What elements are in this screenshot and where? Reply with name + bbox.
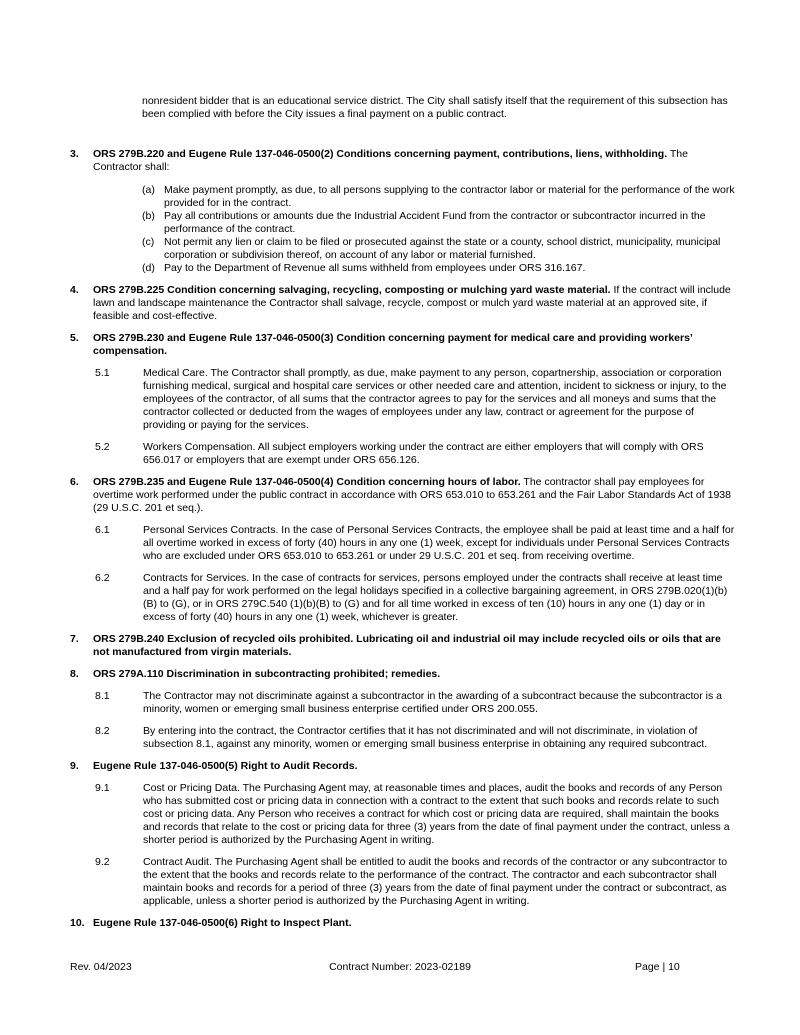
section-6-heading-row	[70, 476, 737, 515]
section-8	[70, 668, 737, 751]
subsection-8-1-text: The Contractor may not discriminate against a subcontractor in the awarding of a subcontract because the subcontractor is a minority, women or emerging small business enterprise certified under ORS 200.055.	[143, 690, 722, 715]
subsection-6-2-text: Contracts for Services. In the case of contracts for services, persons employed under the contracts shall receive at least time and a half pay for work performed on the legal holidays specified in a collective bargaining agreement, in ORS 279B.020(1)(b)(B) to (G), or in ORS 279C.540 (1)(b)(B) to (G) and for all time worked in excess of ten (10) hours in any one (1) day or in excess of forty (40) hours in any one (1) week, whichever is greater.	[143, 572, 728, 623]
section-4-heading-row	[70, 284, 737, 323]
subsection-5-2-text: Workers Compensation. All subject employers working under the contract are either employers that will comply with ORS 656.017 or employers that are exempt under ORS 656.126.	[143, 441, 704, 466]
section-3	[70, 148, 737, 275]
section-4-number: 4.	[70, 284, 79, 296]
list-text-c: Not permit any lien or claim to be filed or prosecuted against the state or a county, school district, municipality, municipal corporation or subdivision thereof, on account of any labor or material furnished.	[164, 236, 721, 261]
footer-page-number: Page | 10	[635, 961, 680, 973]
subsection-8-1-number: 8.1	[95, 690, 110, 702]
subsection-9-1-text: Cost or Pricing Data. The Purchasing Agent may, at reasonable times and places, audit the books and records of any Person who has submitted cost or pricing data in connection with a contract to the extent that such books and records relate to such cost or pricing data. Any Person who receives a contract for which cost or pricing data are required, shall maintain the books and records that relate to the cost or pricing data for three (3) years from the date of final payment under the contract, unless a shorter period is authorized by the Purchasing Agent in writing.	[143, 782, 730, 846]
section-8-number: 8.	[70, 668, 79, 680]
list-item-b	[142, 210, 737, 236]
section-8-heading-row	[70, 668, 737, 681]
section-8-heading-bold: ORS 279A.110 Discrimination in subcontracting prohibited; remedies.	[93, 668, 441, 680]
subsection-8-1	[95, 690, 737, 716]
document-body	[70, 95, 737, 930]
subsection-8-2-number: 8.2	[95, 725, 110, 737]
subsection-9-1	[95, 782, 737, 847]
subsection-5-1	[95, 367, 737, 432]
list-text-a: Make payment promptly, as due, to all persons supplying to the contractor labor or material for the performance of the work provided for in the contract.	[164, 184, 735, 209]
section-3-number: 3.	[70, 148, 79, 160]
section-10	[70, 917, 737, 930]
section-7	[70, 633, 737, 659]
footer-contract-number: Contract Number: 2023-02189	[329, 961, 471, 973]
section-3-heading	[93, 148, 737, 174]
section-9	[70, 760, 737, 908]
list-item-d	[142, 262, 737, 275]
section-5-heading-bold: ORS 279B.230 and Eugene Rule 137-046-0500(3) Condition concerning payment for medical care and providing workers’ compensation.	[93, 332, 693, 357]
section-3-heading-bold: ORS 279B.220 and Eugene Rule 137-046-0500(2) Conditions concerning payment, contributions, liens, withholding.	[93, 148, 668, 160]
section-4	[70, 284, 737, 323]
section-6-heading	[93, 476, 737, 515]
subsection-5-2-number: 5.2	[95, 441, 110, 453]
list-text-b: Pay all contributions or amounts due the Industrial Accident Fund from the contractor or subcontractor incurred in the performance of the contract.	[164, 210, 706, 235]
list-text-d: Pay to the Department of Revenue all sums withheld from employees under ORS 316.167.	[164, 262, 586, 274]
section-3-heading-rest: The Contractor shall:	[93, 148, 688, 173]
section-5-heading-row	[70, 332, 737, 358]
subsection-9-1-number: 9.1	[95, 782, 110, 794]
list-marker-d: (d)	[142, 262, 155, 274]
list-marker-c: (c)	[142, 236, 155, 248]
section-6	[70, 476, 737, 624]
subsection-6-1-text: Personal Services Contracts. In the case of Personal Services Contracts, the employee shall be paid at least time and a half for all overtime worked in excess of forty (40) hours in any one (1) week, except for individuals under Personal Services Contracts who are excluded under ORS 653.010 to 653.261 or under 29 U.S.C. 201 et seq. from receiving overtime.	[143, 524, 735, 562]
subsection-6-1-number: 6.1	[95, 524, 110, 536]
subsection-5-2	[95, 441, 737, 467]
page-footer	[0, 961, 800, 974]
section-10-number: 10.	[70, 917, 85, 929]
subsection-6-2	[95, 572, 737, 624]
section-4-heading-rest: If the contract will include lawn and landscape maintenance the Contractor shall salvage, recycle, compost or mulch yard waste material at an approved site, if feasible and cost-effective.	[93, 284, 731, 322]
section-6-number: 6.	[70, 476, 79, 488]
section-5-number: 5.	[70, 332, 79, 344]
section-3-lettered-list	[142, 184, 737, 275]
footer-revision: Rev. 04/2023	[70, 961, 132, 973]
list-item-c	[142, 236, 737, 262]
section-6-heading-rest: The contractor shall pay employees for overtime work performed under the public contract in accordance with ORS 653.010 to 653.261 and the Fair Labor Standards Act of 1938 (29 U.S.C. 201 et seq.).	[93, 476, 731, 514]
section-9-number: 9.	[70, 760, 79, 772]
section-4-heading	[93, 284, 737, 323]
section-7-heading-bold: ORS 279B.240 Exclusion of recycled oils prohibited. Lubricating oil and industrial oil may include recycled oils or oils that are not manufactured from virgin materials.	[93, 633, 721, 658]
subsection-5-1-number: 5.1	[95, 367, 110, 379]
section-10-heading-row	[70, 917, 737, 930]
section-5-heading	[93, 332, 737, 358]
list-item-a	[142, 184, 737, 210]
list-marker-b: (b)	[142, 210, 155, 222]
subsection-9-2	[95, 856, 737, 908]
section-7-number: 7.	[70, 633, 79, 645]
subsection-6-1	[95, 524, 737, 563]
section-3-heading-row	[70, 148, 737, 174]
section-8-heading	[93, 668, 737, 681]
section-7-heading	[93, 633, 737, 659]
section-9-heading	[93, 760, 737, 773]
section-9-heading-bold: Eugene Rule 137-046-0500(5) Right to Audit Records.	[93, 760, 358, 772]
section-10-heading-bold: Eugene Rule 137-046-0500(6) Right to Inspect Plant.	[93, 917, 352, 929]
subsection-8-2	[95, 725, 737, 751]
section-9-heading-row	[70, 760, 737, 773]
section-6-heading-bold: ORS 279B.235 and Eugene Rule 137-046-0500(4) Condition concerning hours of labor.	[93, 476, 521, 488]
section-10-heading	[93, 917, 737, 930]
section-7-heading-row	[70, 633, 737, 659]
section-5	[70, 332, 737, 467]
subsection-9-2-number: 9.2	[95, 856, 110, 868]
subsection-5-1-text: Medical Care. The Contractor shall promptly, as due, make payment to any person, copartnership, association or corporation furnishing medical, surgical and hospital care services or other needed care and attention, incident to sickness or injury, to the employees of the contractor, of all sums that the contractor agrees to pay for the services and all moneys and sums that the contractor collected or deducted from the wages of employees under any law, contract or agreement for the purpose of providing or paying for the services.	[143, 367, 727, 431]
subsection-9-2-text: Contract Audit. The Purchasing Agent shall be entitled to audit the books and records of the contractor or any subcontractor to the extent that the books and records relate to the performance of the contract. The contractor and each subcontractor shall maintain books and records for a period of three (3) years from the date of final payment under the contract or subcontract, as applicable, unless a shorter period is authorized by the Purchasing Agent in writing.	[143, 856, 728, 907]
subsection-6-2-number: 6.2	[95, 572, 110, 584]
section-4-heading-bold: ORS 279B.225 Condition concerning salvaging, recycling, composting or mulching yard waste material.	[93, 284, 611, 296]
subsection-8-2-text: By entering into the contract, the Contractor certifies that it has not discriminated and will not discriminate, in violation of subsection 8.1, against any minority, women or emerging small business enterprise in obtaining any required subcontract.	[143, 725, 708, 750]
list-marker-a: (a)	[142, 184, 155, 196]
continuation-paragraph: nonresident bidder that is an educational service district. The City shall satisfy itself that the requirement of this subsection has been complied with before the City issues a final payment on a public contract.	[142, 95, 728, 120]
